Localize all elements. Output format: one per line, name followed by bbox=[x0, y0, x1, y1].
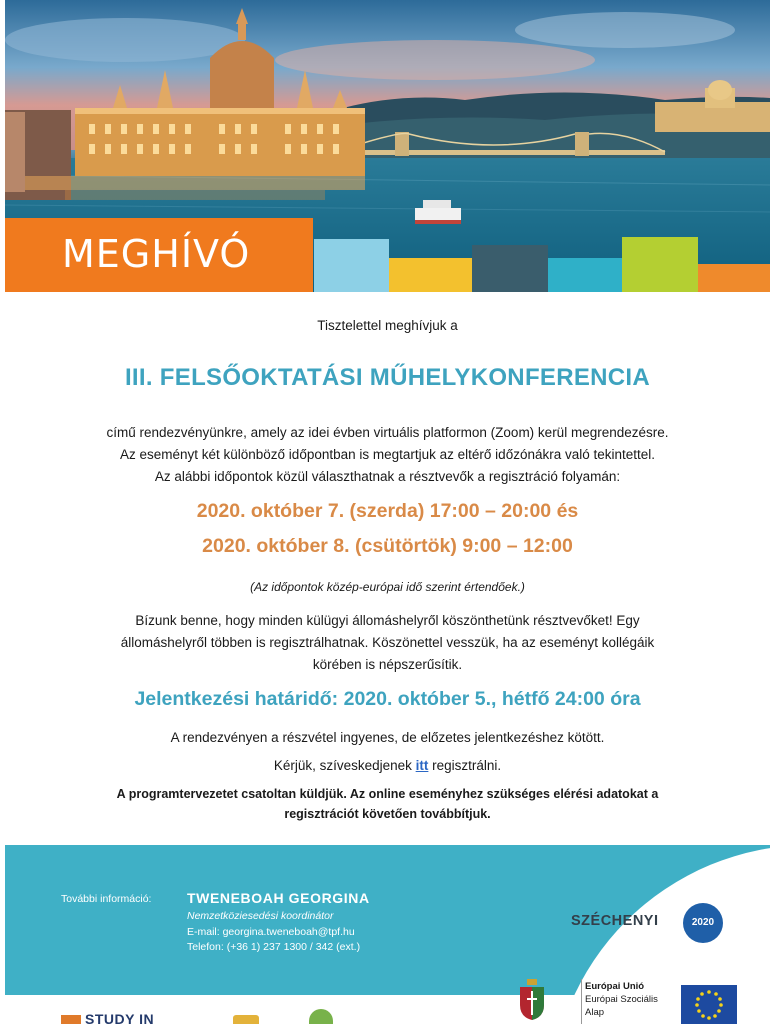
eu-separator bbox=[581, 979, 582, 1024]
hungarian-coat-of-arms-icon bbox=[517, 977, 547, 1021]
color-tile bbox=[472, 245, 548, 292]
hero-title: MEGHÍVÓ bbox=[62, 232, 251, 276]
conference-title: III. FELSŐOKTATÁSI MŰHELYKONFERENCIA bbox=[124, 364, 651, 391]
more-info-label: További információ: bbox=[61, 893, 152, 905]
invitation-body bbox=[5, 292, 770, 844]
intro-text: Tisztelettel meghívjuk a bbox=[317, 318, 458, 333]
esf-label-2: Alap bbox=[585, 1007, 605, 1018]
color-tile bbox=[314, 239, 389, 292]
esf-label: Európai Szociális bbox=[585, 994, 658, 1005]
description-line: című rendezvényünkre, amely az idei évben virtuális platformon (Zoom) kerül megrendezésre. bbox=[106, 425, 669, 440]
color-tile bbox=[698, 264, 770, 292]
welcome-line: körében is népszerűsítik. bbox=[312, 657, 463, 672]
contact-name: TWENEBOAH GEORGINA bbox=[187, 890, 370, 906]
event-date-2: 2020. október 8. (csütörtök) 9:00 – 12:00 bbox=[202, 535, 573, 557]
registration-deadline: Jelentkezési határidő: 2020. október 5., hétfő 24:00 óra bbox=[134, 688, 641, 710]
contact-role: Nemzetköziesedési koordinátor bbox=[187, 910, 334, 922]
closing-note bbox=[5, 784, 770, 824]
color-tile bbox=[548, 258, 622, 292]
eu-flag-icon bbox=[681, 985, 737, 1024]
hero-banner bbox=[5, 0, 770, 292]
event-date-1: 2020. október 7. (szerda) 17:00 – 20:00 és bbox=[196, 500, 579, 522]
contact-phone: Telefon: (+36 1) 237 1300 / 342 (ext.) bbox=[187, 941, 361, 953]
contact-email[interactable]: E-mail: georgina.tweneboah@tpf.hu bbox=[187, 926, 355, 938]
partner-logo-icon bbox=[233, 1015, 259, 1024]
registration-request bbox=[5, 758, 770, 773]
szechenyi-year: 2020 bbox=[691, 917, 715, 928]
registration-text-before: Kérjük, szíveskedjenek bbox=[273, 758, 416, 773]
closing-line: regisztrációt követően továbbítjuk. bbox=[284, 807, 491, 821]
eu-label: Európai Unió bbox=[585, 981, 645, 992]
color-tile bbox=[622, 237, 698, 292]
registration-text-after: regisztrálni. bbox=[428, 758, 502, 773]
footer bbox=[5, 845, 770, 1024]
study-in-hungary-icon bbox=[61, 1015, 81, 1024]
event-description bbox=[5, 422, 770, 488]
timezone-note: (Az időpontok közép-európai idő szerint értendőek.) bbox=[250, 580, 525, 594]
free-participation-note: A rendezvényen a részvétel ingyenes, de előzetes jelentkezéshez kötött. bbox=[170, 730, 605, 745]
closing-line: A programtervezetet csatoltan küldjük. Az online eseményhez szükséges elérési adatokat a bbox=[116, 787, 659, 801]
registration-link[interactable]: itt bbox=[415, 758, 429, 773]
welcome-line: állomáshelyről többen is regisztrálhatnak. Köszönettel vesszük, ha az eseményt kollégáik bbox=[120, 635, 655, 650]
szechenyi-logo: SZÉCHENYI bbox=[571, 913, 659, 929]
welcome-line: Bízunk benne, hogy minden külügyi állomáshelyről köszönthetünk résztvevőket! Egy bbox=[135, 613, 640, 628]
description-line: Az eseményt két különböző időpontban is megtartjuk az eltérő időzónákra való tekintettel. bbox=[119, 447, 656, 462]
study-in-logo: STUDY IN bbox=[85, 1011, 155, 1024]
welcome-paragraph bbox=[5, 610, 770, 676]
description-line: Az alábbi időpontok közül választhatnak a résztvevők a regisztráció folyamán: bbox=[154, 469, 621, 484]
color-tile bbox=[389, 258, 472, 292]
